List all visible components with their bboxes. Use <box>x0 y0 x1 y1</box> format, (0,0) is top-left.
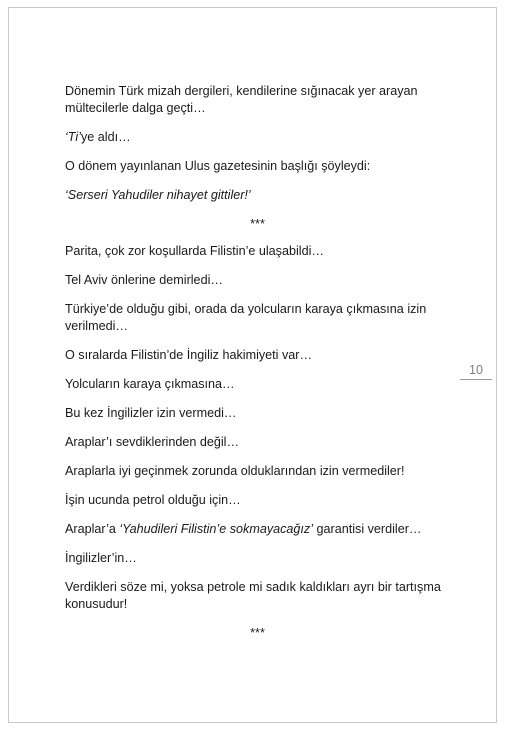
paragraph-14: İşin ucunda petrol olduğu için… <box>65 493 241 507</box>
paragraph-3: O dönem yayınlanan Ulus gazetesinin başlığı şöyleydi: <box>65 159 371 173</box>
paragraph-11: Bu kez İngilizler izin vermedi… <box>65 406 237 420</box>
paragraph-17: Verdikleri söze mi, yoksa petrole mi sadık kaldıkları ayrı bir tartışma konusudur! <box>65 580 441 611</box>
paragraph-9: O sıralarda Filistin’de İngiliz hakimiyeti var… <box>65 348 313 362</box>
paragraph-2-italic: ‘Ti’ <box>65 130 81 144</box>
paragraph-4 <box>65 187 450 204</box>
paragraph-15 <box>65 521 450 538</box>
paragraph-10: Yolcuların karaya çıkmasına… <box>65 377 235 391</box>
paragraph-4-italic: ‘Serseri Yahudiler nihayet gittiler!’ <box>65 188 251 202</box>
paragraph-12: Araplar’ı sevdiklerinden değil… <box>65 435 240 449</box>
paragraph-15-italic: ‘Yahudileri Filistin’e sokmayacağız’ <box>119 522 314 536</box>
paragraph-15-start: Araplar’a <box>65 522 120 536</box>
paragraph-1: Dönemin Türk mizah dergileri, kendilerine sığınacak yer arayan mültecilerle dalga geçti… <box>65 84 418 115</box>
page-number: 10 <box>460 363 492 380</box>
paragraph-15-end: garantisi verdiler… <box>313 522 422 536</box>
paragraph-2 <box>65 129 450 146</box>
paragraph-8: Türkiye’de olduğu gibi, orada da yolcuların karaya çıkmasına izin verilmedi… <box>65 302 427 333</box>
paragraph-13: Araplarla iyi geçinmek zorunda olduklarından izin vermediler! <box>65 464 405 478</box>
paragraph-16: İngilizler’in… <box>65 551 137 565</box>
paragraph-6: Parita, çok zor koşullarda Filistin’e ulaşabildi… <box>65 244 324 258</box>
document-body <box>65 83 450 652</box>
section-separator-1: *** <box>250 217 265 231</box>
paragraph-2-rest: ye aldı… <box>80 130 131 144</box>
section-separator-2: *** <box>250 626 265 640</box>
paragraph-7: Tel Aviv önlerine demirledi… <box>65 273 223 287</box>
